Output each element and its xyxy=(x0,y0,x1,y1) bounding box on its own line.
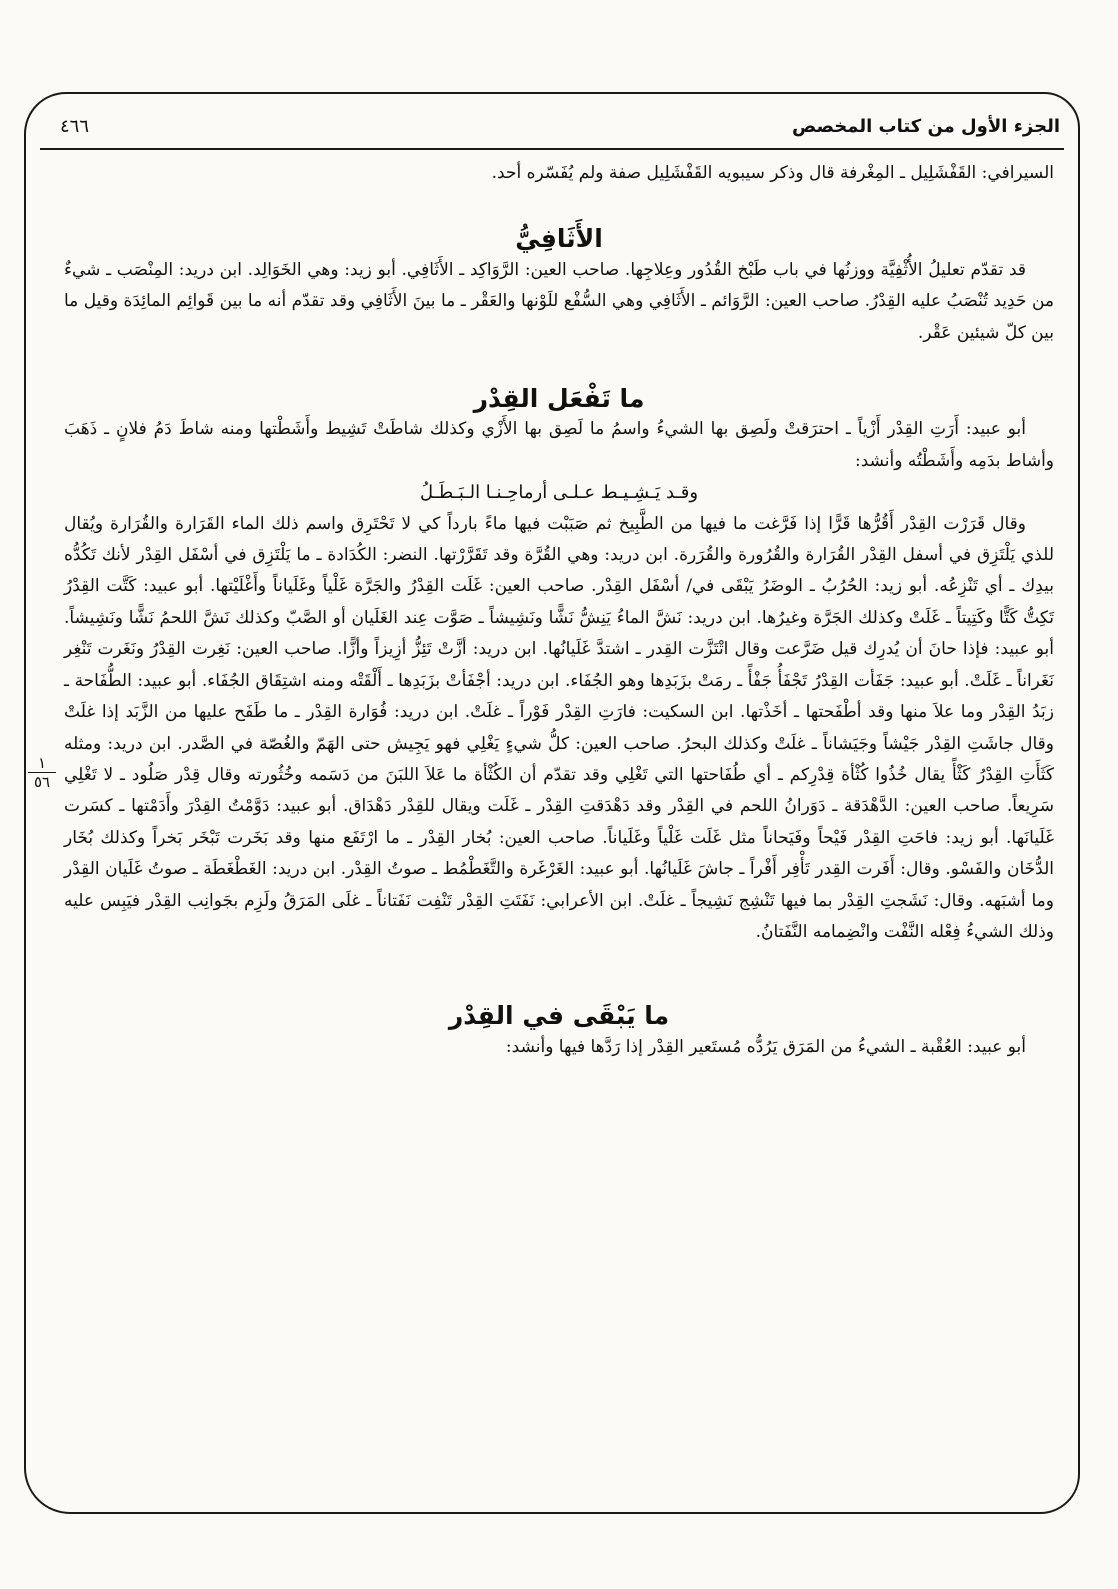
intro-paragraph: السيرافي: القَفْشَلِيل ـ المِغْرفة قال وذكر سيبويه القَفْشَلِيل صفة ولم يُفَسّره أحد. xyxy=(491,163,1054,183)
page-header xyxy=(60,108,1060,144)
section-paragraph-2: وقال قَرَرْت القِدْر أَقُرُّها قَرًّا إذا فَرَّغت ما فيها من الطَّبِيخ ثم صَبَبْت فيها ماءً بارداً كي لا تَحْتَرِق واسم ذلك الماء القَرَارة والقُرَارة ويُقال للذي يَلْتَزِق في أسفل القِدْر القُرَارة والقُرُورة والقُرَرة. ابن دريد: وهي القُرَّة وقد تَقَرَّرْتها. النضر: الكُدَادة ـ ما يَلْتَزِق في أسْفَل القِدْر لأنك تَكُدُّه بيدِك ـ أي تَنْزِعُه. أبو زيد: الحُرُبُ ـ الوضَرُ يَبْقَى في/ أسْفَل القِدْر. صاحب العين: غَلَت القِدْرُ والجَرَّة غَلْياً وغَلَياناً وأَغْلَيْتها. أبو عبيد: كَتَّت القِدْرُ تَكِتُّ كَتًّا وكَتِيتاً ـ غَلَتْ وكذلك الجَرَّة وغيرُها. ابن دريد: نَشَّ الماءُ يَنِشُّ نَشًّا ونَشِيشاً ـ صَوَّت عِند الغَلَيان أو الصَّبّ وكذلك نَشَّ اللحمُ نَشًّا ونَشِيشاً. أبو عبيد: فإذا حانَ أن يُدرِك قيل ضَرَّعت وقال اتْتَزَّت القِدر ـ اشتدَّ غَلَيانُها. ابن دريد: أزَّتْ تَئِزُّ أزِيزاً وأزًّا. صاحب العين: نَغِرت القِدْرُ ونَغَرت تَنْغِر نَغَراناً ـ غَلَتْ. أبو عبيد: جَفَأت القِدْرُ تَجْفَأُ جَفْأً ـ رمَتْ بزَبَدِها وهو الجُفَاء. ابن دريد: أجْفَأتْ بزَبَدِها ـ أَلْقَتْه ومنه اشتِقَاق الجُفَاء. أبو عبيد: الطُّفَاحة ـ زبَدُ القِدْر وما علاَ منها وقد أطْفَحتها ـ أخَذْتها. ابن السكيت: فارَتِ القِدْر فَوْراً ـ غلَتْ. ابن دريد: فُوَارة القِدْر ـ ما طَفَح عليها من الزَّبَد إذا غلَتْ وقال جاشَتِ القِدْر جَيْشاً وجَيَشاناً ـ غلَتْ وكذلك البحرُ. صاحب العين: كلُّ شيءٍ يَغْلِي فهو يَجِيش حتى الهَمّ والغُصّة في الصَّدر. ابن دريد: ومثله كَثَأَتِ القِدْرُ كَثْأً يقال خُذُوا كُثْأة قِدْرِكم ـ أي طُفَاحتها التي تَغْلِي وقد تقدّم أن الكُثْأة ما عَلاَ اللبَنَ من دَسَمه وخُثُورته وقال قِدْر صَلُود ـ لا تَغْلِي سَرِيعاً. صاحب العين: الدَّهْدَقة ـ دَوَرانُ اللحم في القِدْر وقد دَهْدَقتِ القِدْر ـ غَلَت ويقال للقِدْر دَهْدَاق. أبو عبيد: دَوَّمْتُ القِدْرَ وأَدَمْتها ـ كسَرت غَلَيانَها. أبو زيد: فاحَتِ القِدْر فَيْحاً وفَيَحاناً مثل غَلَت غَلْياً وغَلَياناً. صاحب العين: بُخار القِدْر ـ ما ارْتَفَع منها وقد بَخَرت تَبْخَر بَخراً وكذلك بُخَار الدُّخَان والفَسْو. وقال: أَفَرت القِدر تَأْفِر أَفْراً ـ جاشَ غَلَيانُها. أبو عبيد: الغَرْغَرة والتَّغَطْمُط ـ صوتُ القِدْر. ابن دريد: الغَطْغَطَة ـ صوتُ غَلَيان القِدْر وما أشبَهه. وقال: نَشَجتِ القِدْر بما فيها تَنْشِج نَشِيجاً ـ غلَتْ. ابن الأعرابي: نَفَتَتِ القِدْر تَنْفِت نَفَتاناً ـ غلَى المَرَقُ ولَزِم بجَوانِب القِدْر فيَبِس عليه وذلك الشيءُ فِعْله النَّفْت وانْضِمامه النَّفَتانُ. xyxy=(64,513,1054,942)
section-heading-what-pot-does: ما تَفْعَل القِدْر xyxy=(473,384,645,414)
section-heading-athafi: الأَثَافِيُّ xyxy=(515,224,603,254)
header-rule xyxy=(40,148,1064,150)
page-body xyxy=(64,158,1054,1063)
margin-note-top: ١ xyxy=(28,754,56,773)
section-body-athafi: قد تقدّم تعليلُ الأُثْفِيَّة ووزنُها في باب طَبْخ القُدُور وعِلاجِها. صاحب العين: الرَّوَاكِد ـ الأَثَافِي. أبو زيد: وهي الخَوَالِد. ابن دريد: المِنْصَب ـ شيءٌ من حَدِيد تُنْصَبُ عليه القِدْرُ. صاحب العين: الرَّوَائم ـ الأَثَافِي وهي السُّفْع للَوْنها والعَقْر ـ ما بينَ الأَثَافِي وقد تقدّم أنه ما بين قَوائِم المائِدَة وقيل ما بين كلّ شيئين عَقْر. xyxy=(64,259,1054,343)
poetry-verse: وقـد يَـشِـيـط عـلـى أرماحِـنـا الـبَـطَـلُ xyxy=(419,482,699,504)
section-body-remains: أبو عبيد: العُقْبة ـ الشيءُ من المَرَق يَرُدُّه مُستَعير القِدْر إذا رَدَّها فيها وأنشد: xyxy=(505,1036,1026,1057)
section-paragraph-1: أبو عبيد: أَرَتِ القِدْر أَزْياً ـ احترَقتْ ولَصِق بها الشيءُ واسمُ ما لَصِق بها الأَزْي وكذلك شاطَتْ تَشِيط وأَشَطْتها ومنه شاطَ دَمُ فلانٍ ـ ذَهَبَ وأشاط بدَمِه وأَشَطْتُه وأنشد: xyxy=(64,419,1054,471)
page-number: ٤٦٦ xyxy=(60,115,90,137)
margin-note-bottom: ٥٦ xyxy=(33,773,51,791)
book-title: الجزء الأول من كتاب المخصص xyxy=(791,115,1060,137)
margin-note xyxy=(28,754,56,791)
section-heading-remains: ما يَبْقَى في القِدْر xyxy=(448,1001,670,1031)
